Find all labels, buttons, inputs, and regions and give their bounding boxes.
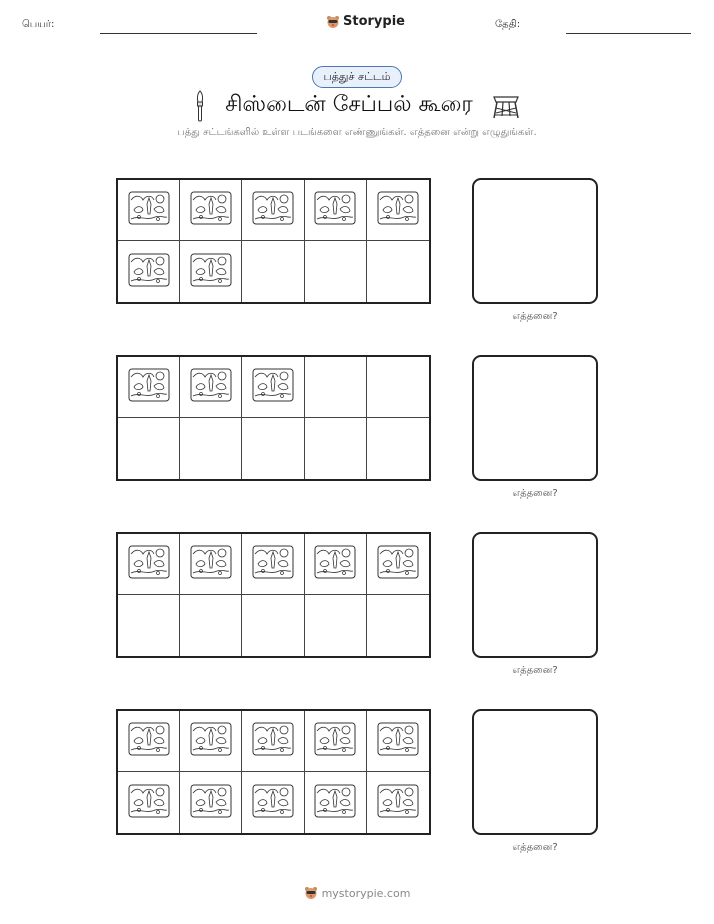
ten-frame-cell bbox=[242, 772, 304, 833]
date-label: தேதி: bbox=[495, 19, 521, 30]
name-label: பெயர்: bbox=[22, 19, 55, 30]
ten-frame-cell bbox=[367, 357, 429, 418]
how-many-label: எத்தனை? bbox=[512, 488, 558, 499]
ten-frame-badge: பத்துச் சட்டம் bbox=[312, 66, 402, 88]
ten-frame-cell bbox=[305, 180, 367, 241]
ten-frame-cell bbox=[367, 180, 429, 241]
answer-box[interactable] bbox=[472, 355, 598, 481]
ten-frame-cell bbox=[118, 241, 180, 302]
sistine-chapel-ceiling-sketch-icon bbox=[251, 721, 295, 761]
ten-frame bbox=[116, 709, 431, 835]
ten-frame-cell bbox=[305, 711, 367, 772]
ten-frame bbox=[116, 532, 431, 658]
ten-frame-cell bbox=[367, 241, 429, 302]
page-title: சிஸ்டைன் சேப்பல் கூரை bbox=[225, 92, 473, 117]
ten-frame-cell bbox=[242, 711, 304, 772]
ten-frame-cell bbox=[118, 711, 180, 772]
sistine-chapel-ceiling-sketch-icon bbox=[189, 783, 233, 823]
sistine-chapel-ceiling-sketch-icon bbox=[189, 252, 233, 292]
sistine-chapel-ceiling-sketch-icon bbox=[251, 367, 295, 407]
sistine-chapel-ceiling-sketch-icon bbox=[376, 783, 420, 823]
ten-frame-cell bbox=[305, 241, 367, 302]
sistine-chapel-ceiling-sketch-icon bbox=[189, 544, 233, 584]
sistine-chapel-ceiling-sketch-icon bbox=[313, 721, 357, 761]
ten-frame-cell bbox=[305, 357, 367, 418]
ten-frame-cell bbox=[305, 534, 367, 595]
sistine-chapel-ceiling-sketch-icon bbox=[127, 190, 171, 230]
ten-frame-cell bbox=[118, 418, 180, 479]
sistine-chapel-ceiling-sketch-icon bbox=[376, 721, 420, 761]
ten-frame-cell bbox=[180, 180, 242, 241]
sistine-chapel-ceiling-sketch-icon bbox=[127, 544, 171, 584]
title-row bbox=[0, 90, 714, 122]
ten-frame-cell bbox=[367, 418, 429, 479]
ten-frame-cell bbox=[118, 595, 180, 656]
sistine-chapel-ceiling-sketch-icon bbox=[189, 190, 233, 230]
sistine-chapel-ceiling-sketch-icon bbox=[127, 367, 171, 407]
sistine-chapel-ceiling-sketch-icon bbox=[189, 721, 233, 761]
ten-frame-cell bbox=[242, 180, 304, 241]
bear-logo-icon bbox=[326, 15, 340, 29]
sistine-chapel-ceiling-sketch-icon bbox=[376, 190, 420, 230]
answer-box[interactable] bbox=[472, 178, 598, 304]
sistine-chapel-ceiling-sketch-icon bbox=[251, 544, 295, 584]
ten-frame-cell bbox=[367, 595, 429, 656]
sistine-chapel-ceiling-sketch-icon bbox=[127, 721, 171, 761]
date-line[interactable] bbox=[566, 33, 691, 34]
paintbrush-icon bbox=[193, 90, 207, 122]
ten-frame-cell bbox=[180, 534, 242, 595]
answer-box[interactable] bbox=[472, 709, 598, 835]
name-line[interactable] bbox=[100, 33, 257, 34]
ten-frame-cell bbox=[242, 418, 304, 479]
sistine-chapel-ceiling-sketch-icon bbox=[313, 190, 357, 230]
ten-frame-cell bbox=[118, 772, 180, 833]
bear-logo-icon bbox=[304, 886, 318, 900]
ten-frame-cell bbox=[180, 241, 242, 302]
how-many-label: எத்தனை? bbox=[512, 842, 558, 853]
storypie-logo bbox=[326, 14, 405, 29]
ten-frame-cell bbox=[242, 595, 304, 656]
ten-frame-cell bbox=[242, 241, 304, 302]
ten-frame-cell bbox=[367, 772, 429, 833]
ten-frame-cell bbox=[180, 711, 242, 772]
ten-frame bbox=[116, 178, 431, 304]
logo-text: Storypie bbox=[343, 14, 405, 29]
ten-frame-cell bbox=[118, 357, 180, 418]
ten-frame-cell bbox=[180, 772, 242, 833]
sistine-chapel-ceiling-sketch-icon bbox=[189, 367, 233, 407]
ten-frame-cell bbox=[305, 595, 367, 656]
sistine-chapel-ceiling-sketch-icon bbox=[251, 783, 295, 823]
answer-box[interactable] bbox=[472, 532, 598, 658]
how-many-label: எத்தனை? bbox=[512, 311, 558, 322]
ten-frame-cell bbox=[180, 595, 242, 656]
sistine-chapel-ceiling-sketch-icon bbox=[313, 544, 357, 584]
footer bbox=[0, 886, 714, 900]
ten-frame-cell bbox=[242, 534, 304, 595]
ten-frame-cell bbox=[367, 711, 429, 772]
sistine-chapel-ceiling-sketch-icon bbox=[313, 783, 357, 823]
ten-frame-cell bbox=[242, 357, 304, 418]
ten-frame-cell bbox=[180, 357, 242, 418]
sistine-chapel-ceiling-sketch-icon bbox=[127, 783, 171, 823]
ten-frame-cell bbox=[367, 534, 429, 595]
ten-frame-cell bbox=[305, 772, 367, 833]
ten-frame-cell bbox=[305, 418, 367, 479]
footer-url: mystorypie.com bbox=[321, 886, 411, 900]
sistine-chapel-ceiling-sketch-icon bbox=[251, 190, 295, 230]
how-many-label: எத்தனை? bbox=[512, 665, 558, 676]
instruction-text: பத்து சட்டங்களில் உள்ள படங்களை எண்ணுங்கள். எத்தனை என்று எழுதுங்கள். bbox=[177, 127, 537, 138]
ten-frame-cell bbox=[118, 180, 180, 241]
sistine-chapel-ceiling-sketch-icon bbox=[376, 544, 420, 584]
scaffold-stool-icon bbox=[491, 93, 521, 119]
ten-frame-cell bbox=[118, 534, 180, 595]
ten-frame-cell bbox=[180, 418, 242, 479]
sistine-chapel-ceiling-sketch-icon bbox=[127, 252, 171, 292]
ten-frame bbox=[116, 355, 431, 481]
